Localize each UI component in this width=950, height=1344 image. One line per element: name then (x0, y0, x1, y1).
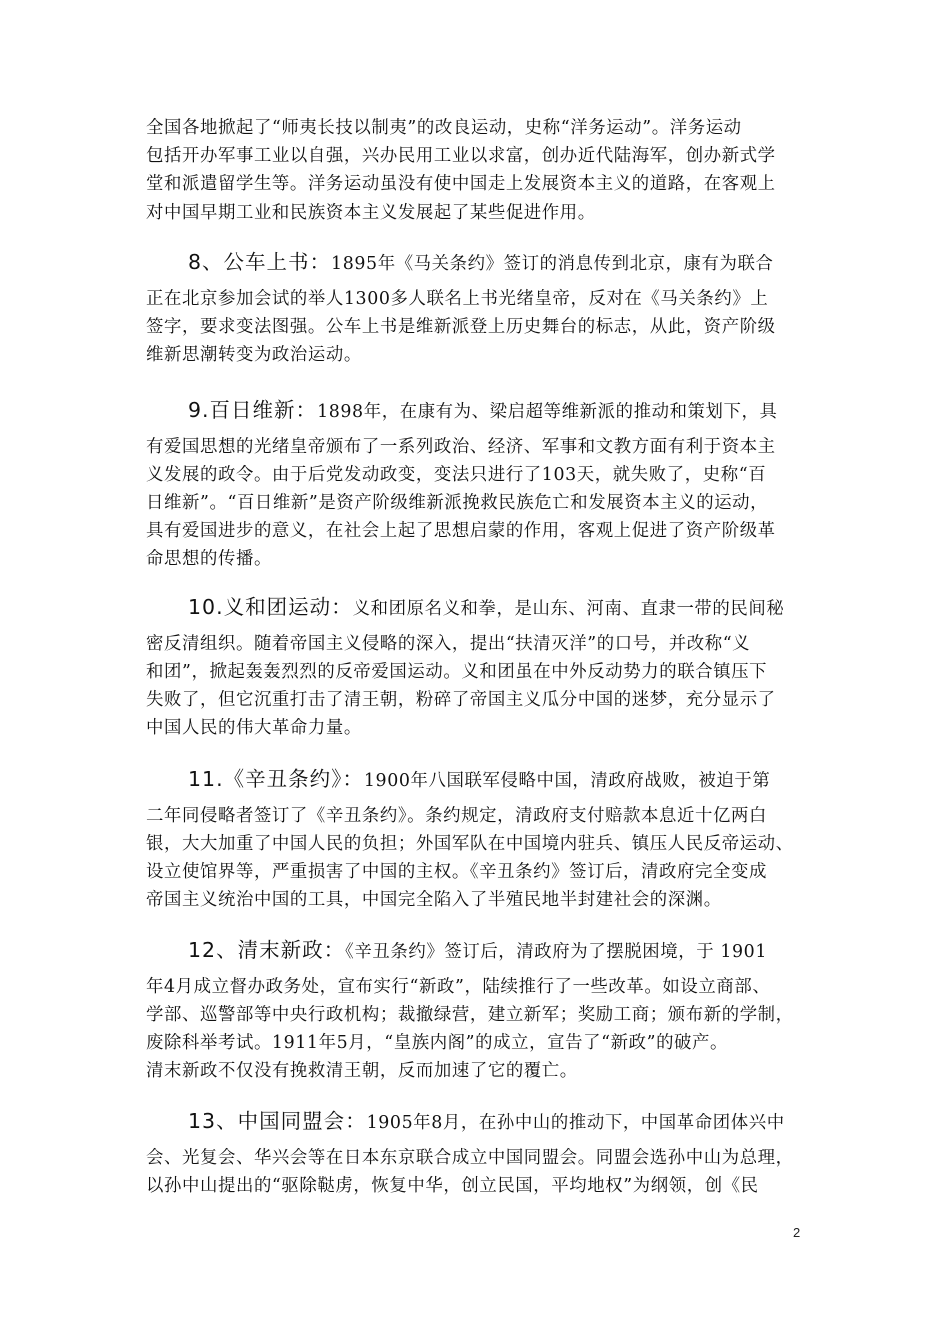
section-term: 13、中国同盟会： (188, 1109, 367, 1133)
text-line: 学部、巡警部等中央行政机构；裁撤绿营，建立新军；奖励工商；颁布新的学制， (146, 1005, 794, 1025)
text-line: 设立使馆界等，严重损害了中国的主权。《辛丑条约》签订后，清政府完全变成 (146, 862, 767, 882)
section-text: 1895年《马关条约》签订的消息传到北京，康有为联合 (331, 254, 774, 274)
section-term: 11.《辛丑条约》： (188, 767, 364, 791)
section-term: 10.义和团运动： (188, 595, 353, 619)
text-line: 包括开办军事工业以自强，兴办民用工业以求富，创办近代陆海军，创办新式学 (146, 146, 776, 166)
text-line: 具有爱国进步的意义，在社会上起了思想启蒙的作用，客观上促进了资产阶级革 (146, 521, 776, 541)
text-line: 堂和派遣留学生等。洋务运动虽没有使中国走上发展资本主义的道路，在客观上 (146, 174, 776, 194)
section-text: 1900年八国联军侵略中国，清政府战败，被迫于第 (363, 771, 771, 791)
section-heading-line (188, 766, 808, 794)
text-line: 和团”，掀起轰轰烈烈的反帝爱国运动。义和团虽在中外反动势力的联合镇压下 (146, 662, 768, 682)
section-term: 9.百日维新： (188, 398, 318, 422)
section-heading-line (188, 594, 808, 622)
text-line: 日维新”。“百日维新”是资产阶级维新派挽救民族危亡和发展资本主义的运动， (146, 493, 769, 513)
section-text: 《辛丑条约》签订后，清政府为了摆脱困境，于 1901 (345, 942, 767, 962)
text-line: 命思想的传播。 (146, 549, 272, 569)
section-text: 1905年8月，在孙中山的推动下，中国革命团体兴中 (366, 1113, 785, 1133)
section-term: 12、清末新政： (188, 938, 346, 962)
text-line: 银，大大加重了中国人民的负担；外国军队在中国境内驻兵、镇压人民反帝运动、 (146, 834, 794, 854)
text-line: 清末新政不仅没有挽救清王朝，反而加速了它的覆亡。 (146, 1061, 578, 1081)
text-line: 密反清组织。随着帝国主义侵略的深入，提出“扶清灭洋”的口号，并改称“义 (146, 634, 751, 654)
text-line: 会、光复会、华兴会等在日本东京联合成立中国同盟会。同盟会选孙中山为总理， (146, 1148, 794, 1168)
text-line: 帝国主义统治中国的工具，中国完全陷入了半殖民地半封建社会的深渊。 (146, 890, 722, 910)
page-number: 2 (793, 1225, 801, 1240)
text-line: 义发展的政令。由于后党发动政变，变法只进行了103天，就失败了，史称“百 (146, 465, 767, 485)
text-line: 正在北京参加会试的举人1300多人联名上书光绪皇帝，反对在《马关条约》上 (146, 289, 769, 309)
text-line: 以孙中山提出的“驱除鞑虏，恢复中华，创立民国，平均地权”为纲领，创《民 (146, 1176, 759, 1196)
section-heading-line (188, 249, 808, 277)
section-heading-line (188, 1108, 808, 1136)
section-text: 义和团原名义和拳，是山东、河南、直隶一带的民间秘 (352, 599, 785, 619)
section-heading-line (188, 937, 808, 965)
text-line: 中国人民的伟大革命力量。 (146, 718, 362, 738)
section-heading-line (188, 397, 808, 425)
text-line: 有爱国思想的光绪皇帝颁布了一系列政治、经济、军事和文教方面有利于资本主 (146, 437, 776, 457)
text-line: 年4月成立督办政务处，宣布实行“新政”，陆续推行了一些改革。如设立商部、 (146, 977, 771, 997)
section-text: 1898年，在康有为、梁启超等维新派的推动和策划下，具 (317, 402, 778, 422)
text-line: 失败了，但它沉重打击了清王朝，粉碎了帝国主义瓜分中国的迷梦，充分显示了 (146, 690, 776, 710)
text-line: 废除科举考试。1911年5月，“皇族内阁”的成立，宣告了“新政”的破产。 (146, 1033, 729, 1053)
section-term: 8、公车上书： (188, 250, 332, 274)
text-line: 维新思潮转变为政治运动。 (146, 345, 362, 365)
text-line: 签字，要求变法图强。公车上书是维新派登上历史舞台的标志，从此，资产阶级 (146, 317, 776, 337)
text-line: 二年同侵略者签订了《辛丑条约》。条约规定，清政府支付赔款本息近十亿两白 (146, 806, 767, 826)
text-line: 对中国早期工业和民族资本主义发展起了某些促进作用。 (146, 203, 596, 223)
text-line: 全国各地掀起了“师夷长技以制夷”的改良运动，史称“洋务运动”。洋务运动 (146, 118, 742, 138)
